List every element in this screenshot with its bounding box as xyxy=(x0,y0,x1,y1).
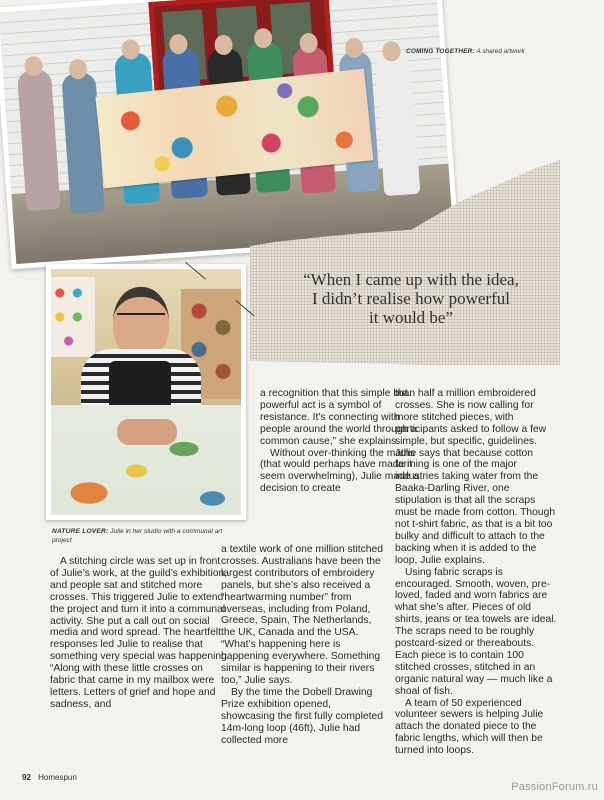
group-photo-scene xyxy=(0,0,453,264)
caption-label: COMING TOGETHER: xyxy=(406,48,475,55)
paragraph: a textile work of one million stitched crosses. Australians have been the largest contributors of embroidery panels, but she’s also received a “heartwarming number” from overseas, including from Poland, Greece, Spain, The Netherlands, the UK, Canada and the USA. “What’s happening here is happening everywhere. Something similar is happening to their rivers too,” Julie says. xyxy=(221,544,383,686)
body-column-2-continued xyxy=(221,544,385,746)
pull-quote-line: it would be” xyxy=(368,308,454,327)
paragraph: Using fabric scraps is encouraged. Smooth, woven, pre-loved, faded and worn fabrics are what she’s after. Pieces of old shirts, jeans or tea towels are ideal. The scraps need to be roughly postcard-sized or thereabouts. Each piece is to contain 100 stitched crosses, stitched in an organic natural way — much like a shoal of fish. xyxy=(395,566,557,697)
group-photo-caption xyxy=(406,48,596,55)
watermark: PassionForum.ru xyxy=(511,781,598,793)
page-footer xyxy=(22,773,77,782)
thread-shelf xyxy=(51,277,95,357)
paragraph: By the time the Dobell Drawing Prize exhibition opened, showcasing the first fully completed 14m-long loop (46ft), Julie had collected more xyxy=(221,686,383,746)
paragraph: A team of 50 experienced volunteer sewers is helping Julie attach the donated piece to the fabric lengths, which will then be turned into loops. xyxy=(395,697,544,757)
caption-label: NATURE LOVER: xyxy=(52,528,109,535)
pull-quote-line: “When I came up with the idea, xyxy=(303,270,519,289)
paragraph: than half a million embroidered crosses. She is now calling for more stitched pieces, with participants asked to follow a few simple, but specific, guidelines. Julie says that because cotton farming is one of the major industries taking water from the Baaka-Darling River, one stipulation is that all the scraps must be made from cotton. Though not t-shirt fabric, as that is a bit too bulky and difficult to attach to the backing when it is added to the loop, Julie explains. xyxy=(395,388,556,566)
paragraph: a recognition that this simple but powerful act is a symbol of resistance. It’s connecting with people around the world through a common cause,” she explains. xyxy=(260,388,417,447)
caption-text: A shared artwork xyxy=(476,48,525,55)
caption-text: Julie in her studio with a communal art project xyxy=(52,528,223,544)
studio-photo-scene xyxy=(51,269,241,515)
studio-photo-caption xyxy=(52,527,242,545)
pull-quote-line: I didn’t realise how powerful xyxy=(312,289,510,308)
studio-photo xyxy=(46,264,246,520)
body-column-1 xyxy=(50,556,230,711)
paragraph: A stitching circle was set up in front of Julie’s work, at the guild’s exhibition, and people sat and stitched more crosses. This triggered Julie to extend the project and turn it into a communal activity. She put a call out on social media and word spread. The heartfelt responses led Julie to realise that something very special was happening. “Along with these little crosses on fabric that came in my mailbox were letters. Letters of grief and hope and sadness, and xyxy=(50,556,230,710)
body-column-3 xyxy=(395,388,558,757)
hands xyxy=(117,419,177,445)
pull-quote xyxy=(265,270,557,327)
group-photo xyxy=(0,0,459,269)
paragraph: Without over-thinking the maths (that would perhaps have made it seem overwhelming), Julie made a decision to create xyxy=(260,447,420,495)
glasses xyxy=(117,313,165,325)
magazine-name: Homespun xyxy=(38,773,77,782)
page-number: 92 xyxy=(22,773,31,782)
